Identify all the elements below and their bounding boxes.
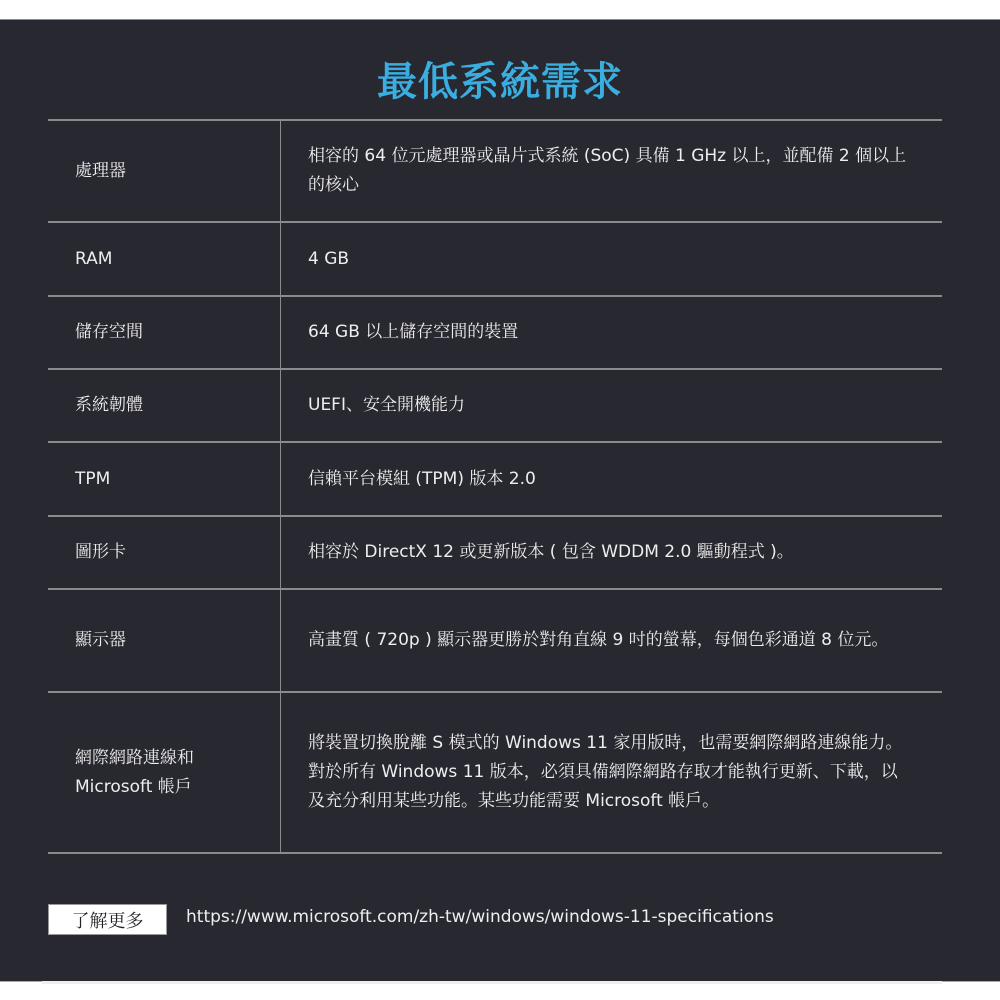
requirements-table bbox=[48, 119, 942, 854]
row-value: 信賴平台模組 (TPM) 版本 2.0 bbox=[308, 468, 536, 489]
table-row-display bbox=[48, 588, 942, 691]
learn-more-button[interactable]: 了解更多 bbox=[48, 904, 167, 935]
table-row-processor bbox=[48, 119, 942, 221]
row-label: RAM bbox=[48, 223, 281, 295]
table-row-internet bbox=[48, 691, 942, 854]
row-label: 儲存空間 bbox=[48, 297, 281, 368]
table-row-ram bbox=[48, 221, 942, 295]
row-label: 網際網路連線和 Microsoft 帳戶 bbox=[48, 693, 281, 852]
row-label: 圖形卡 bbox=[48, 517, 281, 588]
table-row-storage bbox=[48, 295, 942, 368]
row-value: 高畫質 ( 720p ) 顯示器更勝於對角直線 9 吋的螢幕，每個色彩通道 8 位元。 bbox=[308, 630, 889, 650]
row-label: TPM bbox=[48, 443, 281, 515]
row-value: 4 GB bbox=[308, 248, 350, 269]
row-value: UEFI、安全開機能力 bbox=[308, 395, 465, 415]
specifications-link[interactable]: https://www.microsoft.com/zh-tw/windows/windows-11-specifications bbox=[186, 907, 774, 927]
row-value: 64 GB 以上儲存空間的裝置 bbox=[308, 322, 519, 342]
row-value: 相容的 64 位元處理器或晶片式系統 (SoC) 具備 1 GHz 以上，並配備 2 個以上的核心 bbox=[308, 146, 907, 195]
requirements-panel bbox=[0, 19, 1000, 982]
row-value: 將裝置切換脫離 S 模式的 Windows 11 家用版時，也需要網際網路連線能力。 bbox=[308, 733, 903, 753]
table-row-firmware bbox=[48, 368, 942, 441]
page-title: 最低系統需求 bbox=[377, 59, 623, 105]
table-row-tpm bbox=[48, 441, 942, 515]
row-label: 顯示器 bbox=[48, 590, 281, 691]
row-value: 相容於 DirectX 12 或更新版本 ( 包含 WDDM 2.0 驅動程式 )。 bbox=[308, 542, 794, 562]
row-label: 系統韌體 bbox=[48, 370, 281, 441]
row-value: 對於所有 Windows 11 版本，必須具備網際網路存取才能執行更新、下載，以及充分利用某些功能。某些功能需要 Microsoft 帳戶。 bbox=[308, 762, 898, 811]
divider bbox=[42, 981, 942, 984]
row-label: 處理器 bbox=[48, 121, 281, 221]
table-row-graphics bbox=[48, 515, 942, 588]
